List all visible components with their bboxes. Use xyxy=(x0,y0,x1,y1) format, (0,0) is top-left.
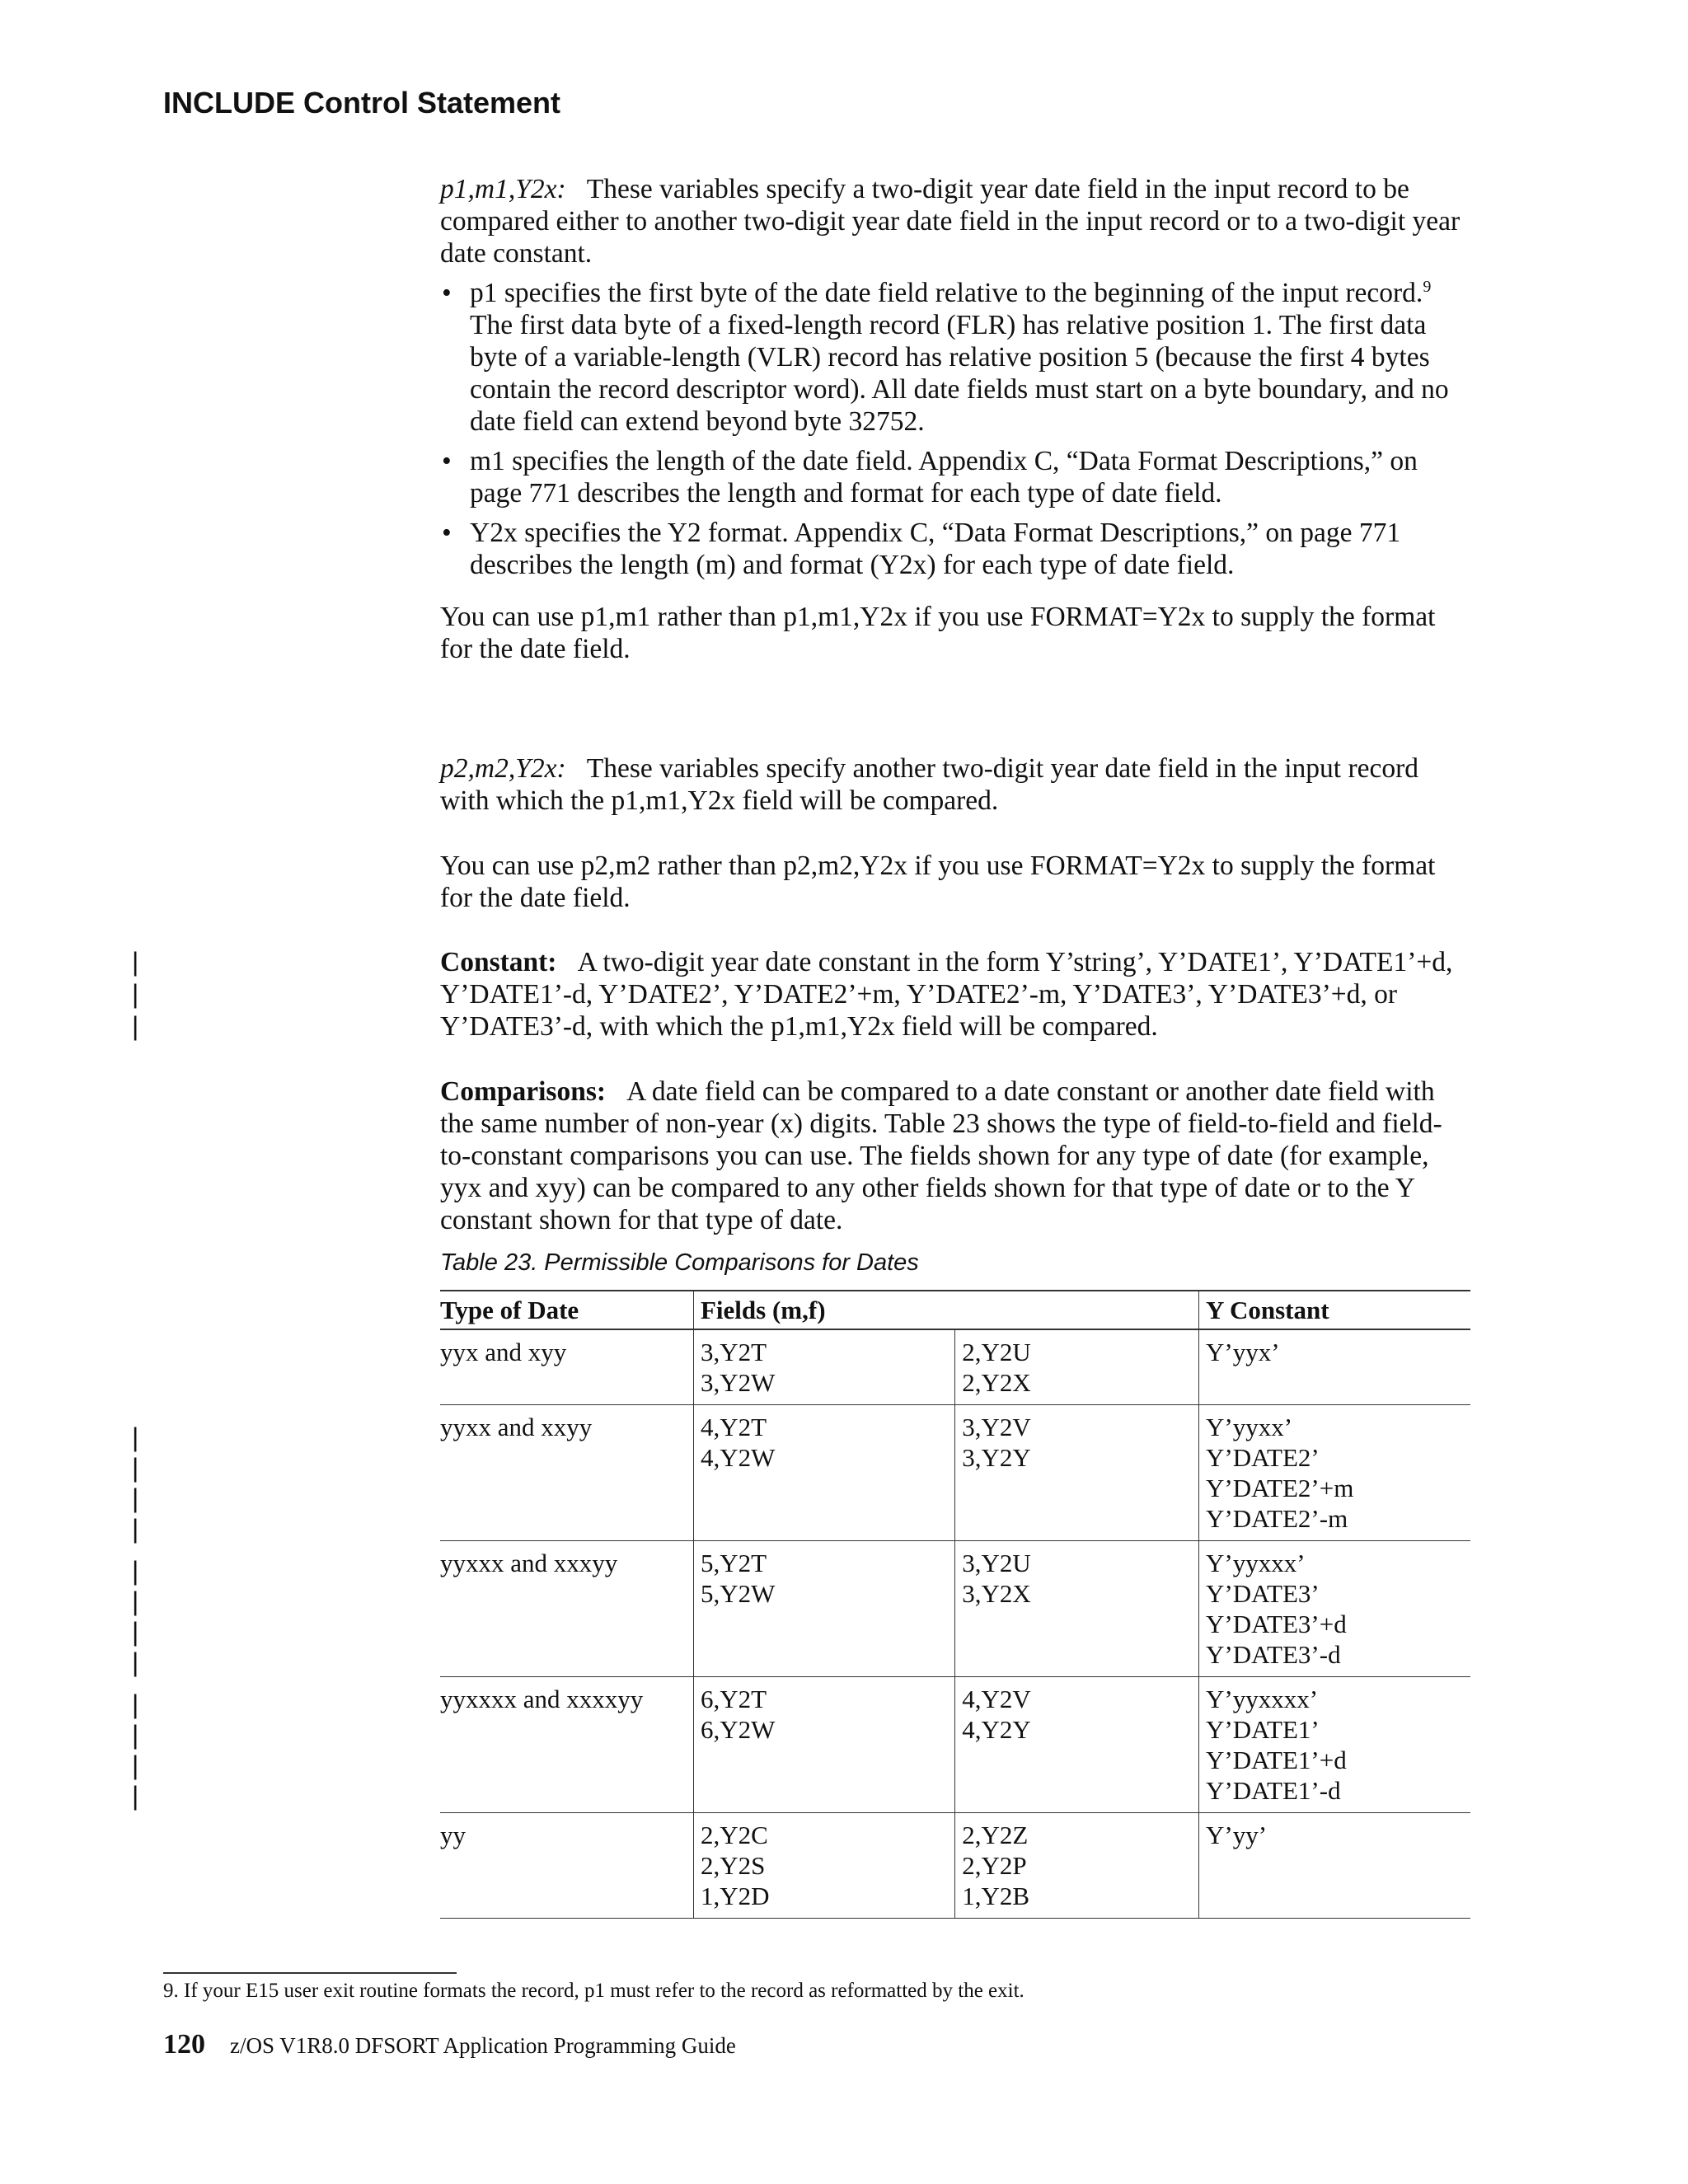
change-bar: | xyxy=(132,1514,139,1544)
cell-y-constant xyxy=(1199,1677,1471,1813)
constant-description: A two-digit year date constant in the form Y’string’, Y’DATE1’, Y’DATE1’+d, Y’DATE1’-d, Y’DATE2’, Y’DATE2’+m, Y’DATE2’-m, Y’DATE3’, Y’DATE3’+d, or Y’DATE3’-d, with which the p1,m1,Y2x field will be compared. xyxy=(440,947,1453,1042)
cell-line: Y’DATE1’ xyxy=(1206,1715,1320,1744)
change-bar: | xyxy=(132,1422,139,1452)
cell-line: 4,Y2V xyxy=(962,1685,1031,1713)
table-caption: Table 23. Permissible Comparisons for Dates xyxy=(440,1249,919,1276)
cell-line: 5,Y2T xyxy=(701,1549,767,1577)
change-bar: | xyxy=(132,1011,139,1041)
column-header-constant: Y Constant xyxy=(1199,1291,1471,1329)
cell-fields-secondary xyxy=(955,1329,1199,1405)
cell-y-constant xyxy=(1199,1541,1471,1677)
running-head: INCLUDE Control Statement xyxy=(163,86,561,120)
cell-type-of-date: yyxx and xxyy xyxy=(440,1405,694,1541)
p1-paragraph xyxy=(440,173,1470,269)
cell-y-constant xyxy=(1199,1813,1471,1919)
bullet-p1: • p1 specifies the first byte of the date field relative to the beginning of the input record.$^9$ The first data byte of a fixed-length record (FLR) has relative position 1. The first data byte of a variable-length (VLR) record has relative position 5 (because the first 4 bytes contain the record descriptor word). All date fields must start on a byte boundary, and no date field can extend beyond byte 32752. xyxy=(440,277,1470,438)
p1-note: You can use p1,m1 rather than p1,m1,Y2x if you use FORMAT=Y2x to supply the format for the date field. xyxy=(440,602,1436,664)
cell-line: Y’DATE2’-m xyxy=(1206,1504,1348,1533)
book-title: z/OS V1R8.0 DFSORT Application Programming Guide xyxy=(230,2033,736,2058)
change-bar: | xyxy=(132,1453,139,1483)
p2-note: You can use p2,m2 rather than p2,m2,Y2x if you use FORMAT=Y2x to supply the format for the date field. xyxy=(440,851,1436,913)
change-bar: | xyxy=(132,1556,139,1586)
section-constant xyxy=(440,946,1470,1043)
p2-paragraph xyxy=(440,752,1470,817)
bullet-y2x: • Y2x specifies the Y2 format. Appendix C, “Data Format Descriptions,” on page 771 describes the length (m) and format (Y2x) for each type of date field. xyxy=(440,517,1470,581)
cell-fields-primary xyxy=(694,1329,955,1405)
cell-fields-secondary xyxy=(955,1813,1199,1919)
page-footer xyxy=(163,2029,736,2060)
cell-line: Y’yyxxx’ xyxy=(1206,1549,1306,1577)
cell-line: Y’DATE3’+d xyxy=(1206,1610,1347,1638)
p1-term: p1,m1,Y2x: xyxy=(440,174,566,204)
p1-bullet-list xyxy=(440,277,1470,581)
column-header-type: Type of Date xyxy=(440,1291,694,1329)
change-bar: | xyxy=(132,1690,139,1719)
p1-description: These variables specify a two-digit year date field in the input record to be compared either to another two-digit year date field in the input record or to a two-digit year date constant. xyxy=(440,174,1461,269)
section-p2 xyxy=(440,752,1470,914)
cell-fields-secondary xyxy=(955,1677,1199,1813)
cell-line: 3,Y2U xyxy=(962,1549,1031,1577)
cell-line: Y’DATE1’-d xyxy=(1206,1776,1341,1805)
cell-type-of-date: yy xyxy=(440,1813,694,1919)
cell-line: Y’DATE3’ xyxy=(1206,1579,1320,1608)
change-bar: | xyxy=(132,1586,139,1616)
cell-line: 2,Y2P xyxy=(962,1851,1027,1880)
cell-line: 1,Y2B xyxy=(962,1882,1030,1910)
change-bar: | xyxy=(132,1750,139,1780)
cell-line: Y’DATE3’-d xyxy=(1206,1640,1341,1669)
table-header-row xyxy=(440,1291,1470,1329)
cell-line: 4,Y2W xyxy=(701,1443,776,1472)
page-number: 120 xyxy=(163,2029,205,2060)
cell-y-constant xyxy=(1199,1405,1471,1541)
section-p1 xyxy=(440,173,1470,665)
comparisons-description: A date field can be compared to a date constant or another date field with the same number of non-year (x) digits. Table 23 shows the type of field-to-field and field-to-constant comparisons you can use. The fields shown for any type of date (for example, yyx and xyy) can be compared to any other fields shown for that type of date or to the Y constant shown for that type of date. xyxy=(440,1076,1442,1235)
footnote-ref: 9 xyxy=(1423,277,1432,296)
cell-line: 3,Y2X xyxy=(962,1579,1031,1608)
cell-line: Y’yyx’ xyxy=(1206,1338,1280,1366)
cell-type-of-date: yyxxx and xxxyy xyxy=(440,1541,694,1677)
cell-type-of-date: yyxxxx and xxxxyy xyxy=(440,1677,694,1813)
bullet-m1: • m1 specifies the length of the date field. Appendix C, “Data Format Descriptions,” on page 771 describes the length and format for each type of date field. xyxy=(440,445,1470,509)
cell-line: 2,Y2X xyxy=(962,1368,1031,1397)
cell-line: 4,Y2T xyxy=(701,1413,767,1441)
change-bar: | xyxy=(132,1617,139,1647)
cell-line: 2,Y2S xyxy=(701,1851,766,1880)
cell-line: Y’DATE1’+d xyxy=(1206,1746,1347,1774)
table-row xyxy=(440,1677,1470,1813)
table-row xyxy=(440,1541,1470,1677)
comparisons-term: Comparisons: xyxy=(440,1076,607,1107)
comparisons-paragraph xyxy=(440,1076,1470,1236)
cell-fields-primary xyxy=(694,1541,955,1677)
cell-fields-primary xyxy=(694,1405,955,1541)
cell-fields-primary xyxy=(694,1813,955,1919)
cell-line: Y’yy’ xyxy=(1206,1821,1268,1849)
p2-term: p2,m2,Y2x: xyxy=(440,753,566,784)
table-row xyxy=(440,1329,1470,1405)
cell-fields-primary xyxy=(694,1677,955,1813)
cell-y-constant xyxy=(1199,1329,1471,1405)
cell-line: 3,Y2W xyxy=(701,1368,776,1397)
cell-line: 6,Y2W xyxy=(701,1715,776,1744)
constant-paragraph xyxy=(440,946,1470,1043)
change-bar: | xyxy=(132,1647,139,1677)
change-bar: | xyxy=(132,947,139,977)
cell-line: 2,Y2Z xyxy=(962,1821,1029,1849)
footnote-rule xyxy=(163,1972,457,1974)
column-header-fields: Fields (m,f) xyxy=(694,1291,1199,1329)
cell-line: 2,Y2C xyxy=(701,1821,768,1849)
constant-term: Constant: xyxy=(440,947,557,977)
cell-line: Y’yyxxxx’ xyxy=(1206,1685,1319,1713)
change-bar: | xyxy=(132,1720,139,1750)
comparisons-table xyxy=(440,1290,1470,1919)
cell-line: Y’DATE2’+m xyxy=(1206,1474,1354,1502)
table-row xyxy=(440,1813,1470,1919)
cell-line: Y’yyxx’ xyxy=(1206,1413,1293,1441)
cell-line: 3,Y2Y xyxy=(962,1443,1031,1472)
section-comparisons xyxy=(440,1076,1470,1236)
cell-type-of-date: yyx and xyy xyxy=(440,1329,694,1405)
change-bar: | xyxy=(132,979,139,1009)
cell-line: 5,Y2W xyxy=(701,1579,776,1608)
cell-line: 3,Y2T xyxy=(701,1338,767,1366)
cell-line: 4,Y2Y xyxy=(962,1715,1031,1744)
cell-line: Y’DATE2’ xyxy=(1206,1443,1320,1472)
cell-line: 1,Y2D xyxy=(701,1882,770,1910)
table-row xyxy=(440,1405,1470,1541)
cell-fields-secondary xyxy=(955,1405,1199,1541)
cell-line: 2,Y2U xyxy=(962,1338,1031,1366)
change-bar: | xyxy=(132,1781,139,1811)
change-bar: | xyxy=(132,1483,139,1513)
table-body xyxy=(440,1329,1470,1919)
cell-line: 3,Y2V xyxy=(962,1413,1031,1441)
p2-description: These variables specify another two-digit year date field in the input record with which the p1,m1,Y2x field will be compared. xyxy=(440,753,1419,816)
footnote: 9. If your E15 user exit routine formats the record, p1 must refer to the record as reformatted by the exit. xyxy=(163,1980,1025,2002)
cell-fields-secondary xyxy=(955,1541,1199,1677)
cell-line: 6,Y2T xyxy=(701,1685,767,1713)
